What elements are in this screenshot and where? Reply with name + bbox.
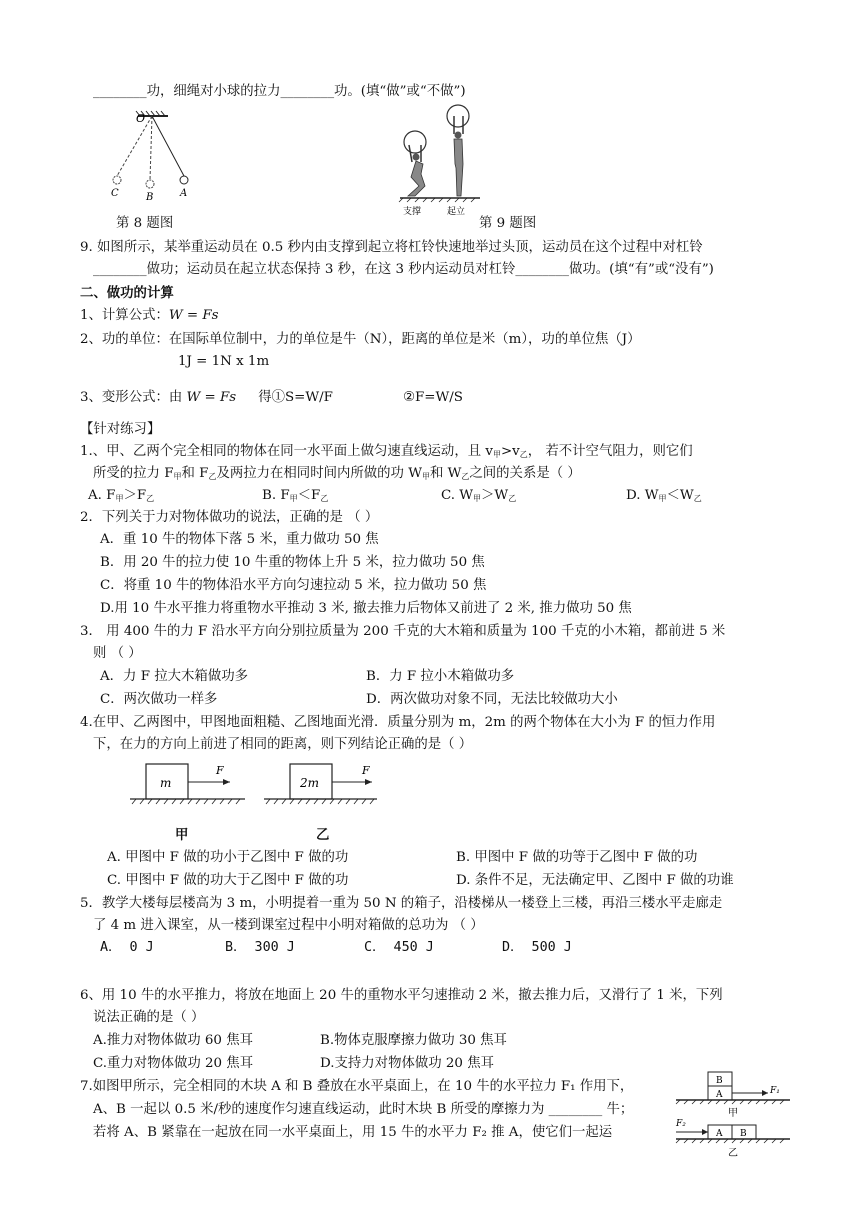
unit-line: 2、功的单位：在国际单位制中，力的单位是牛（N），距离的单位是米（m），功的单位焦（J） <box>80 332 641 347</box>
q5-stem1: 5．教学大楼每层楼高为 3 m，小明提着一重为 50 N 的箱子，沿楼梯从一楼登上三楼，再沿三楼水平走廊走 <box>80 896 723 911</box>
q8-tail-line: ________功，细绳对小球的拉力________功。(填“做”或“不做”) <box>93 84 466 99</box>
q7-line2: A、B 一起以 0.5 米/秒的速度作匀速直线运动，此时木块 B 所受的摩擦力为 ________ 牛； <box>93 1102 634 1117</box>
q3-stem2: 则 （ ） <box>93 646 142 661</box>
fig9-caption: 第 9 题图 <box>479 216 537 231</box>
q3-option-c: C．两次做功一样多 <box>100 692 218 707</box>
q1-option-d: D. $W_甲<W_乙$ <box>626 488 702 503</box>
q2-stem: 2．下列关于力对物体做功的说法，正确的是 （ ） <box>80 510 379 525</box>
section2-title: 二、做功的计算 <box>80 286 174 301</box>
q1-line1: 1.、甲、乙两个完全相同的物体在同一水平面上做匀速直线运动，且 $v_甲>v_乙$， 若不计空气阻力，则它们 <box>80 444 693 459</box>
pendulum-label-c: C <box>111 188 119 199</box>
q6-option-c: C.重力对物体做功 20 焦耳 <box>93 1056 254 1071</box>
q4-stem1: 4.在甲、乙两图中，甲图地面粗糙、乙图地面光滑．质量分别为 m，2m 的两个物体在大小为 F 的恒力作用 <box>80 715 716 730</box>
q4-option-c: C. 甲图中 F 做的功大于乙图中 F 做的功 <box>107 873 349 888</box>
q3-option-d: D．两次做功对象不同，无法比较做功大小 <box>366 692 618 707</box>
q7-block-b-top: B <box>716 1076 723 1086</box>
box-m-label: m <box>160 776 172 790</box>
q7-label-jia: 甲 <box>728 1108 738 1119</box>
q3-option-a: A．力 F 拉大木箱做功多 <box>100 669 248 684</box>
q6-option-d: D.支持力对物体做功 20 焦耳 <box>320 1056 494 1071</box>
q7-block-b-side: B <box>740 1129 747 1139</box>
pendulum-label-a: A <box>180 188 188 199</box>
q4-label-yi: 乙 <box>316 828 330 843</box>
q4-option-b: B. 甲图中 F 做的功等于乙图中 F 做的功 <box>456 850 698 865</box>
label-support: 支撑 <box>403 207 422 217</box>
q1-option-c: C. $W_甲>W_乙$ <box>441 488 517 503</box>
q2-option-c: C．将重 10 牛的物体沿水平方向匀速拉动 5 米，拉力做功 50 焦 <box>100 578 487 593</box>
q2-option-a: A．重 10 牛的物体下落 5 米，重力做功 50 焦 <box>100 532 379 547</box>
q7-label-yi: 乙 <box>728 1148 738 1159</box>
q4-option-a: A. 甲图中 F 做的功小于乙图中 F 做的功 <box>107 850 349 865</box>
q1-option-b: B. $F_甲<F_乙$ <box>262 488 329 503</box>
variant-formula-line: 3、变形公式：由 W = Fs 得①S=W/F ②F=W/S <box>80 390 463 405</box>
q5-option-c: C． 450 J <box>364 940 434 955</box>
weightlifter-figure <box>395 102 485 220</box>
q9-line1: 9. 如图所示，某举重运动员在 0.5 秒内由支撑到起立将杠铃快速地举过头顶，运动员在这个过程中对杠铃 <box>80 240 703 255</box>
q1-option-a: A. $F_甲>F_乙$ <box>88 488 155 503</box>
q4-stem2: 下，在力的方向上前进了相同的距离，则下列结论正确的是（ ） <box>93 737 473 752</box>
pendulum-figure <box>100 108 210 203</box>
force-label-jia: F <box>216 764 224 777</box>
q7-diagram <box>672 1068 794 1160</box>
q3-option-b: B．力 F 拉小木箱做功多 <box>366 669 515 684</box>
q7-force-f2: F₂ <box>676 1119 686 1129</box>
pendulum-label-o: O <box>136 112 146 125</box>
q3-stem1: 3． 用 400 牛的力 F 沿水平方向分别拉质量为 200 千克的大木箱和质量为 100 千克的小木箱，都前进 5 米 <box>80 624 726 639</box>
q7-block-a-side: A <box>716 1129 723 1139</box>
unit-equation: 1J = 1N x 1m <box>178 354 270 369</box>
q5-option-a: A． 0 J <box>100 940 154 955</box>
label-stand: 起立 <box>447 207 466 217</box>
q2-option-d: D.用 10 牛水平推力将重物水平推动 3 米, 撤去推力后物体又前进了 2 米, 推力做功 50 焦 <box>100 601 632 616</box>
q6-stem1: 6、用 10 牛的水平推力，将放在地面上 20 牛的重物水平匀速推动 2 米，撤去推力后，又滑行了 1 米，下列 <box>80 988 723 1003</box>
q2-option-b: B．用 20 牛的拉力使 10 牛重的物体上升 5 米，拉力做功 50 焦 <box>100 555 485 570</box>
q4-diagram-jia <box>130 758 250 808</box>
q9-line2: ________做功；运动员在起立状态保持 3 秒，在这 3 秒内运动员对杠铃________做功。(填“有”或“没有”) <box>93 262 714 277</box>
q6-option-a: A.推力对物体做功 60 焦耳 <box>93 1033 253 1048</box>
pendulum-label-b: B <box>146 192 154 203</box>
q4-diagram-yi <box>262 758 382 808</box>
q4-option-d: D. 条件不足，无法确定甲、乙图中 F 做的功谁 <box>456 873 734 888</box>
q7-line1: 7.如图甲所示，完全相同的木块 A 和 B 叠放在水平桌面上，在 10 牛的水平拉力 F₁ 作用下， <box>80 1079 634 1094</box>
q5-option-d: D． 500 J <box>502 940 572 955</box>
q7-block-a-top: A <box>716 1090 723 1100</box>
q7-force-f1: F₁ <box>770 1086 780 1096</box>
practice-title: 【针对练习】 <box>80 422 161 437</box>
q5-stem2: 了 4 m 进入课室，从一楼到课室过程中小明对箱做的总功为 （ ） <box>93 918 484 933</box>
q5-option-b: B． 300 J <box>225 940 295 955</box>
q4-label-jia: 甲 <box>175 828 189 843</box>
fig8-caption: 第 8 题图 <box>116 216 174 231</box>
formula-line: 1、计算公式：W = Fs <box>80 308 219 323</box>
q1-line2: 所受的拉力 $F_甲$和 $F_乙$及两拉力在相同时间内所做的功 $W_甲$和 $W_乙$之间的关系是（ ） <box>93 466 581 481</box>
q6-option-b: B.物体克服摩擦力做功 30 焦耳 <box>320 1033 507 1048</box>
q7-line3: 若将 A、B 紧靠在一起放在同一水平桌面上，用 15 牛的水平力 F₂ 推 A，使它们一起运 <box>93 1125 613 1140</box>
force-label-yi: F <box>362 764 370 777</box>
q6-stem2: 说法正确的是（ ） <box>93 1010 205 1025</box>
box-2m-label: 2m <box>300 776 320 790</box>
